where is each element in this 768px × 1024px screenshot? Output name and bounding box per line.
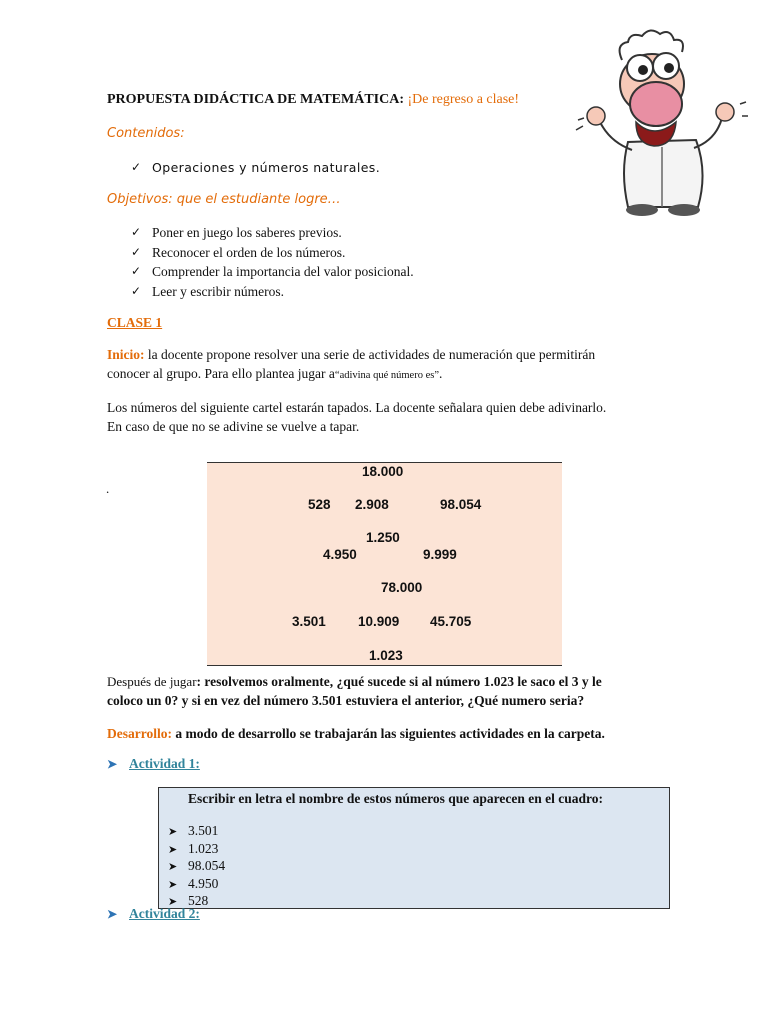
cartel-number: 45.705	[430, 614, 472, 629]
desarrollo-paragraph	[107, 724, 605, 743]
arrow-bullet-icon: ➤	[107, 907, 118, 921]
actividad-1-instruction: Escribir en letra el nombre de estos números que aparecen en el cuadro:	[188, 791, 603, 806]
objetivos-heading: Objetivos: que el estudiante logre…	[107, 192, 341, 207]
checkmark-icon: ✓	[131, 225, 142, 239]
actividad-1-heading	[107, 756, 200, 772]
contenidos-list	[131, 158, 380, 178]
arrow-bullet-icon: ➤	[168, 826, 178, 838]
inicio-quote: “adivina qué número es”	[334, 370, 439, 381]
cartel-number: 3.501	[292, 614, 326, 629]
clase-heading: CLASE 1	[107, 315, 163, 330]
list-item: ✓ Reconocer el orden de los números.	[131, 243, 414, 263]
inicio-paragraph	[107, 345, 595, 385]
list-item: ➤ 1.023	[168, 841, 225, 859]
actividad-1-list	[168, 823, 225, 911]
cartel-text-1: Los números del siguiente cartel estarán tapados. La docente señalara quien debe adivinarlo.	[107, 400, 607, 415]
arrow-bullet-icon: ➤	[168, 861, 178, 873]
list-item: ✓ Comprender la importancia del valor posicional.	[131, 262, 414, 282]
arrow-bullet-icon: ➤	[168, 896, 178, 908]
cartel-number: 98.054	[440, 497, 482, 512]
actividad-2-label: Actividad 2:	[129, 906, 200, 921]
cartel-number: 10.909	[358, 614, 400, 629]
cartel-text-2: En caso de que no se adivine se vuelve a tapar.	[107, 419, 360, 434]
list-item: ✓ Leer y escribir números.	[131, 282, 414, 302]
checkmark-icon: ✓	[131, 264, 142, 278]
cartel-number: 1.250	[366, 530, 400, 545]
actividad-2-heading	[107, 906, 200, 922]
arrow-bullet-icon: ➤	[107, 757, 118, 771]
title-main: PROPUESTA DIDÁCTICA DE MATEMÁTICA:	[107, 92, 405, 107]
cartel-number: 9.999	[423, 547, 457, 562]
arrow-bullet-icon: ➤	[168, 878, 178, 891]
despues-text-2: coloco un 0? y si en vez del número 3.501 estuviera el anterior, ¿Qué numero seria?	[107, 693, 585, 708]
checkmark-icon: ✓	[131, 160, 142, 174]
cartel-number: 78.000	[381, 580, 423, 595]
inicio-text-1: la docente propone resolver una serie de actividades de numeración que permitirán	[144, 347, 596, 362]
list-item: ➤ 4.950	[168, 876, 225, 894]
list-item: ✓ Poner en juego los saberes previos.	[131, 223, 414, 243]
inicio-label: Inicio:	[107, 347, 145, 362]
desarrollo-label: Desarrollo:	[107, 726, 172, 741]
contenidos-heading: Contenidos:	[107, 126, 185, 141]
cartel-number: 2.908	[355, 497, 389, 512]
actividad-1-label: Actividad 1:	[129, 756, 200, 771]
arrow-bullet-icon: ➤	[168, 843, 178, 856]
cartel-number: 18.000	[362, 464, 404, 479]
title-accent: ¡De regreso a clase!	[407, 92, 520, 107]
cartel-number: 528	[308, 497, 331, 512]
inicio-text-2: conocer al grupo. Para ello plantea jugar a	[107, 366, 335, 381]
stray-dot: .	[106, 481, 110, 496]
desarrollo-text: a modo de desarrollo se trabajarán las siguientes actividades en la carpeta.	[171, 726, 605, 741]
scientist-cartoon-illustration	[570, 22, 750, 217]
despues-paragraph	[107, 672, 602, 710]
despues-text-1: : resolvemos oralmente, ¿qué sucede si al número 1.023 le saco el 3 y le	[196, 674, 602, 689]
objetivos-list	[131, 223, 414, 301]
checkmark-icon: ✓	[131, 283, 142, 298]
checkmark-icon: ✓	[131, 244, 142, 259]
cartel-paragraph	[107, 398, 606, 436]
cartel-number: 4.950	[323, 547, 357, 562]
despues-label: Después de jugar	[107, 674, 197, 689]
cartel-number: 1.023	[369, 648, 403, 663]
list-item: ➤ 3.501	[168, 823, 225, 841]
actividad-1-box	[158, 787, 670, 909]
list-item: ➤ 98.054	[168, 858, 225, 876]
list-item: ✓ Operaciones y números naturales.	[131, 158, 380, 178]
document-title	[107, 92, 519, 108]
number-cartel	[207, 462, 562, 666]
list-item: ➤ 528	[168, 893, 225, 911]
inicio-end: .	[439, 366, 443, 381]
